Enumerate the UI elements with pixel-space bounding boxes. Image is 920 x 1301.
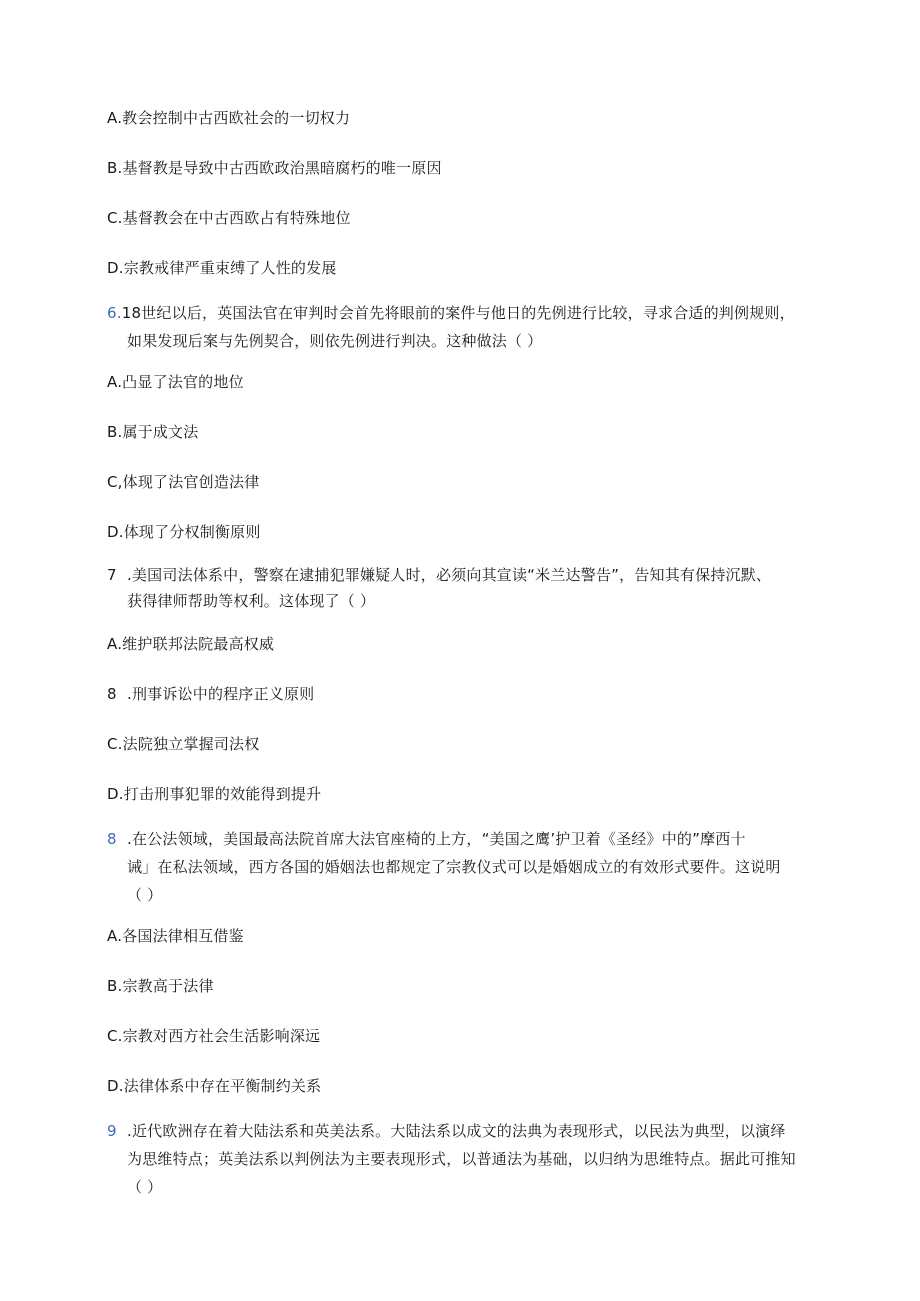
q7-option-b	[107, 683, 314, 705]
q6-option-b: B.属于成文法	[107, 423, 199, 441]
q7-option-d: D.打击刑事犯罪的效能得到提升	[107, 785, 322, 803]
q7-stem-line2: 获得律师帮助等权利。这体现了（ ）	[127, 592, 376, 610]
q6-stem-text1: 18世纪以后，英国法官在审判时会首先将眼前的案件与他日的先例进行比较，寻求合适的判例规则，	[121, 304, 795, 322]
q6-number: 6.	[107, 304, 122, 322]
q7-number: 7	[107, 566, 117, 584]
q6-stem-line2: 如果发现后案与先例契合，则依先例进行判决。这种做法（ ）	[127, 332, 543, 350]
q7-option-b-number: 8	[107, 685, 117, 703]
q5-option-a: A.教会控制中古西欧社会的一切权力	[107, 109, 351, 127]
q6-option-d: D.体现了分权制衡原则	[107, 523, 261, 541]
q7-option-b-text: .刑事诉讼中的程序正义原则	[127, 685, 315, 703]
q8-stem-line2: 诫」在私法领域，西方各国的婚姻法也都规定了宗教仪式可以是婚姻成立的有效形式要件。这说明	[127, 858, 781, 876]
q8-option-c: C.宗教对西方社会生活影响深远	[107, 1027, 321, 1045]
q8-option-a: A.各国法律相互借鉴	[107, 927, 244, 945]
q8-stem-line1	[107, 828, 746, 850]
q9-stem-line2: 为思维特点；英美法系以判例法为主要表现形式，以普通法为基础，以归纳为思维特点。据此可推知	[127, 1150, 796, 1168]
q7-stem-line1	[107, 564, 771, 586]
q5-option-c: C.基督教会在中古西欧占有特殊地位	[107, 209, 351, 227]
q9-stem-line1	[107, 1120, 786, 1142]
q8-stem-line3: （ ）	[127, 886, 163, 904]
q6-option-c: C,体现了法官创造法律	[107, 473, 260, 491]
q8-number: 8	[107, 830, 117, 848]
q5-option-b: B.基督教是导致中古西欧政治黑暗腐朽的唯一原因	[107, 159, 442, 177]
q8-stem-text1: .在公法领域，美国最高法院首席大法官座椅的上方，“美国之鹰’护卫着《圣经》中的”摩西十	[127, 830, 746, 848]
q9-stem-text1: .近代欧洲存在着大陆法系和英美法系。大陆法系以成文的法典为表现形式，以民法为典型，以演绎	[127, 1122, 786, 1140]
q6-stem-line1	[107, 302, 795, 324]
q9-stem-line3: （ ）	[127, 1178, 163, 1196]
q7-stem-text1: .美国司法体系中，警察在逮捕犯罪嫌疑人时，必须向其宣读“米兰达警告”，告知其有保持沉默、	[127, 566, 772, 584]
q5-option-d: D.宗教戒律严重束缚了人性的发展	[107, 259, 337, 277]
q8-option-d: D.法律体系中存在平衡制约关系	[107, 1077, 322, 1095]
q6-option-a: A.凸显了法官的地位	[107, 373, 244, 391]
q9-number: 9	[107, 1122, 117, 1140]
q7-option-c: C.法院独立掌握司法权	[107, 735, 260, 753]
q7-option-a: A.维护联邦法院最高权威	[107, 635, 275, 653]
q8-option-b: B.宗教高于法律	[107, 977, 214, 995]
